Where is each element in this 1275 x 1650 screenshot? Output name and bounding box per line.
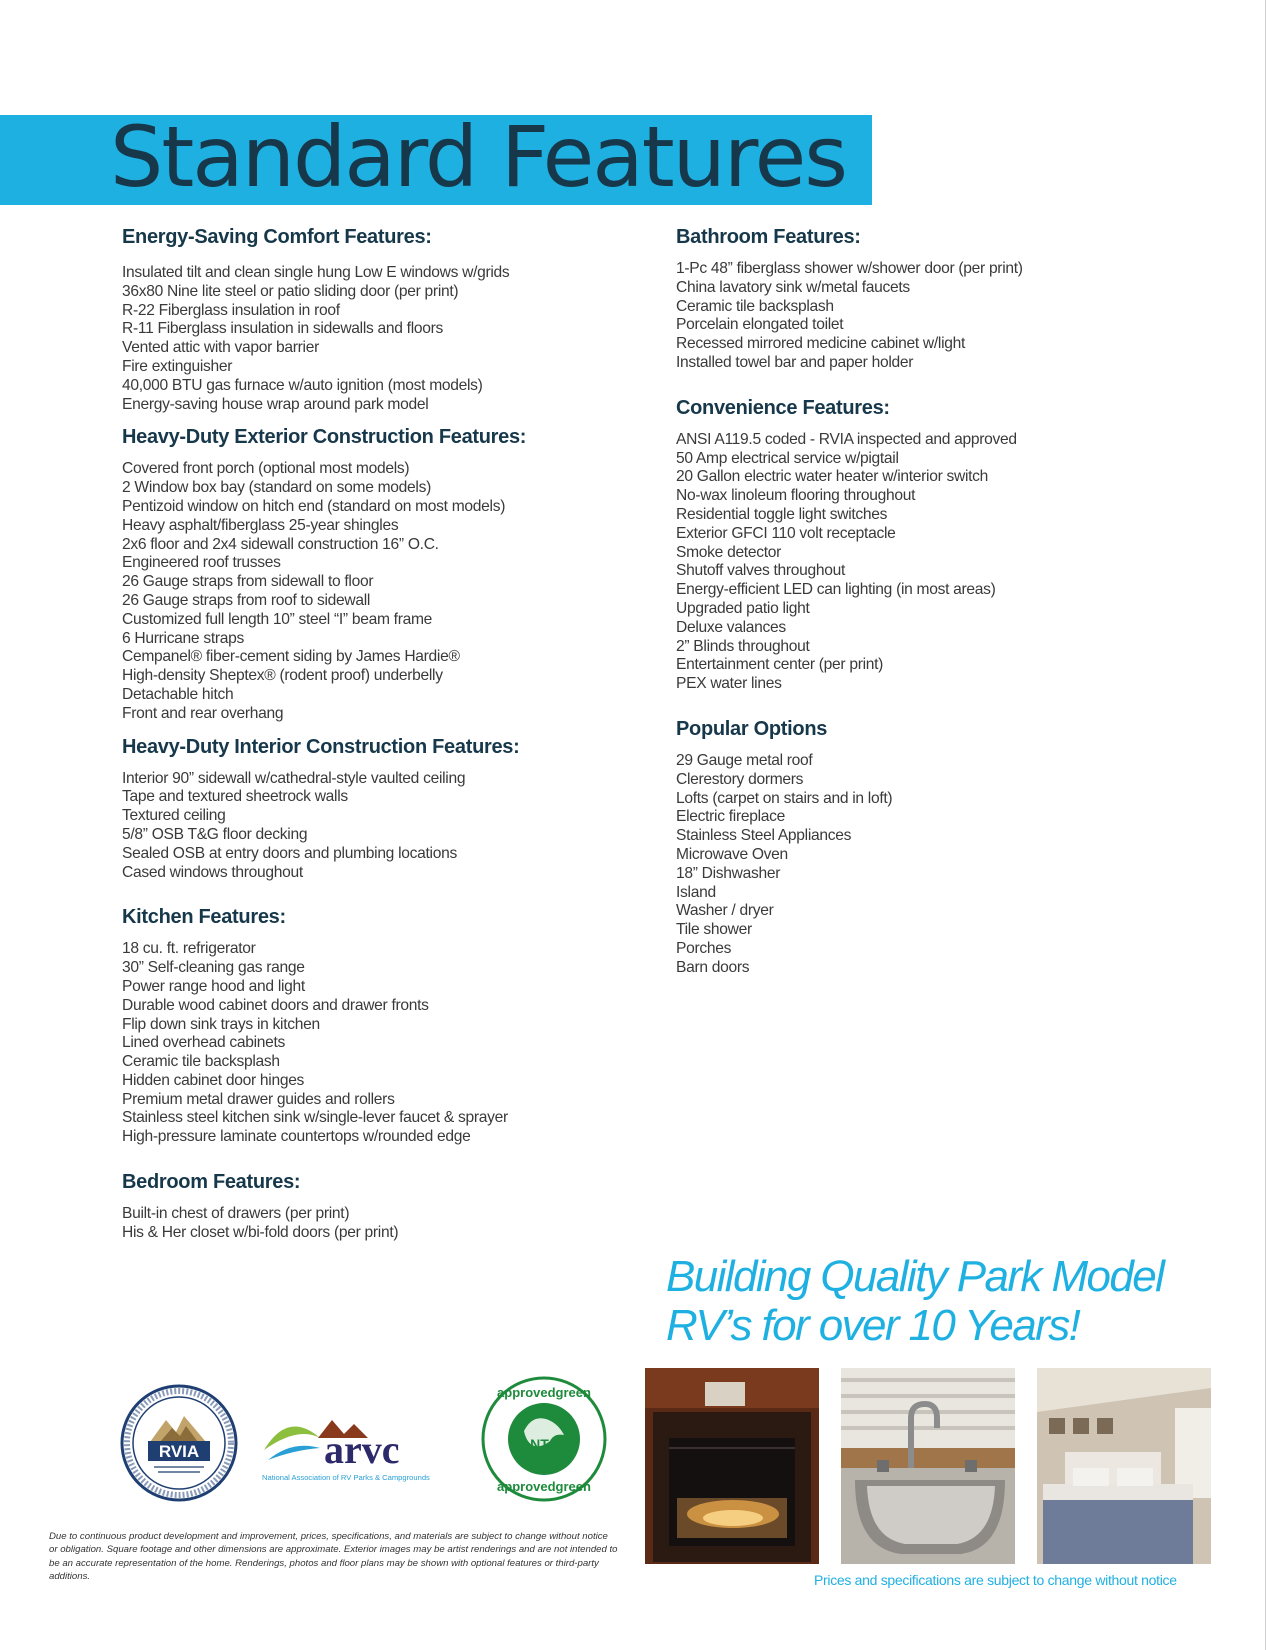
feature-item: 18” Dishwasher (676, 864, 781, 882)
feature-item: 26 Gauge straps from sidewall to floor (122, 573, 374, 591)
feature-item: 30” Self-cleaning gas range (122, 959, 305, 977)
feature-item: Pentizoid window on hitch end (standard on most models) (122, 497, 506, 515)
approved-green-ring-text-top: approvedgreen (497, 1385, 591, 1400)
approved-green-center-text: NTA (530, 1436, 558, 1452)
feature-item: R-11 Fiberglass insulation in sidewalls and floors (122, 320, 444, 338)
feature-item: Vented attic with vapor barrier (122, 339, 319, 357)
feature-item: Durable wood cabinet doors and drawer fronts (122, 996, 429, 1014)
feature-item: Recessed mirrored medicine cabinet w/light (676, 335, 966, 353)
feature-item: 50 Amp electrical service w/pigtail (676, 449, 899, 467)
tagline-line-2: RV’s for over 10 Years! (666, 1301, 1080, 1350)
feature-item: 2” Blinds throughout (676, 637, 810, 655)
section-heading: Heavy-Duty Interior Construction Features: (122, 735, 520, 758)
feature-item: Interior 90” sidewall w/cathedral-style vaulted ceiling (122, 769, 466, 787)
section-heading: Popular Options (676, 717, 828, 740)
feature-item: 18 cu. ft. refrigerator (122, 940, 256, 958)
feature-item: Heavy asphalt/fiberglass 25-year shingles (122, 516, 399, 534)
feature-item: Porcelain elongated toilet (676, 316, 844, 334)
feature-item: Stainless Steel Appliances (676, 827, 852, 845)
feature-item: Detachable hitch (122, 685, 234, 703)
feature-list (122, 1205, 642, 1243)
page-title: Standard Features (110, 108, 847, 206)
legal-disclaimer: Due to continuous product development and improvement, prices, specifications, and materials are subject to change without notice or obligation. Square footage and other dimensions are approximate. Exterior images may be artist renderings and are not intended to be an accurate representation of the home. Renderings, photos and floor plans may be shown with optional features or third-party additions. (49, 1531, 618, 1583)
interior-construction-section (122, 732, 642, 883)
feature-item: Textured ceiling (122, 807, 226, 825)
section-heading: Energy-Saving Comfort Features: (122, 226, 432, 248)
kitchen-section (122, 902, 642, 1147)
feature-item: Ceramic tile backsplash (122, 1053, 280, 1071)
rvia-seal-graphic (120, 1384, 238, 1502)
section-heading: Kitchen Features: (122, 906, 286, 929)
feature-item: 26 Gauge straps from roof to sidewall (122, 591, 371, 609)
feature-item: Entertainment center (per print) (676, 656, 884, 674)
feature-item: Lofts (carpet on stairs and in loft) (676, 789, 893, 807)
section-heading: Bathroom Features: (676, 226, 861, 248)
feature-list (122, 770, 642, 883)
feature-item: No-wax linoleum flooring throughout (676, 487, 916, 505)
feature-item: Stainless steel kitchen sink w/single-lever faucet & sprayer (122, 1109, 508, 1127)
page-edge-rule (1265, 0, 1266, 1650)
feature-item: Power range hood and light (122, 977, 305, 995)
feature-item: 2x6 floor and 2x4 sidewall construction 16” O.C. (122, 535, 439, 553)
feature-item: Washer / dryer (676, 902, 774, 920)
feature-item: 40,000 BTU gas furnace w/auto ignition (most models) (122, 376, 483, 394)
fireplace-photo (645, 1368, 819, 1564)
feature-item: Energy-efficient LED can lighting (in most areas) (676, 581, 996, 599)
feature-item: Covered front porch (optional most models) (122, 460, 410, 478)
feature-item: Flip down sink trays in kitchen (122, 1015, 320, 1033)
feature-item: Sealed OSB at entry doors and plumbing locations (122, 844, 457, 862)
feature-list (676, 752, 1236, 978)
arvc-logo-graphic (258, 1408, 438, 1488)
feature-item: Built-in chest of drawers (per print) (122, 1205, 350, 1223)
tagline (666, 1252, 1163, 1350)
exterior-construction-section (122, 422, 642, 723)
kitchen-sink-photo-graphic (841, 1368, 1015, 1564)
feature-item: Front and rear overhang (122, 704, 284, 722)
feature-item: Exterior GFCI 110 volt receptacle (676, 524, 896, 542)
right-feature-column (676, 222, 1236, 978)
feature-item: Ceramic tile backsplash (676, 297, 834, 315)
feature-item: Cased windows throughout (122, 863, 303, 881)
feature-list (122, 940, 642, 1147)
feature-item: Hidden cabinet door hinges (122, 1071, 305, 1089)
feature-item: R-22 Fiberglass insulation in roof (122, 301, 340, 319)
kitchen-sink-photo (841, 1368, 1015, 1564)
popular-options-section (676, 714, 1236, 978)
feature-list (122, 460, 642, 723)
feature-item: 29 Gauge metal roof (676, 751, 813, 769)
feature-item: 6 Hurricane straps (122, 629, 244, 647)
feature-item: Porches (676, 939, 732, 957)
feature-item: Engineered roof trusses (122, 554, 281, 572)
pricing-footnote: Prices and specifications are subject to change without notice (814, 1572, 1177, 1588)
rvia-seal-logo (120, 1384, 238, 1502)
feature-item: Microwave Oven (676, 845, 788, 863)
title-banner (0, 108, 872, 206)
arvc-subtitle: National Association of RV Parks & Campgrounds (262, 1473, 430, 1482)
arvc-wordmark: arvc (324, 1427, 400, 1472)
fireplace-photo-graphic (645, 1368, 819, 1564)
section-heading: Heavy-Duty Exterior Construction Features: (122, 426, 527, 449)
feature-list (676, 260, 1236, 373)
feature-item: Barn doors (676, 958, 750, 976)
feature-item: High-pressure laminate countertops w/rounded edge (122, 1128, 471, 1146)
feature-item: Energy-saving house wrap around park model (122, 395, 429, 413)
convenience-section (676, 393, 1236, 694)
feature-item: Insulated tilt and clean single hung Low E windows w/grids (122, 264, 510, 281)
feature-item: 5/8” OSB T&G floor decking (122, 825, 308, 843)
tagline-line-1: Building Quality Park Model (666, 1252, 1164, 1301)
arvc-logo (258, 1408, 438, 1488)
feature-item: Lined overhead cabinets (122, 1034, 286, 1052)
approved-green-logo (480, 1375, 608, 1503)
bedroom-photo (1037, 1368, 1211, 1564)
feature-item: Island (676, 883, 716, 901)
feature-item: Tape and textured sheetrock walls (122, 788, 348, 806)
energy-saving-section (122, 222, 642, 414)
feature-item: 2 Window box bay (standard on some models) (122, 479, 431, 497)
feature-item: High-density Sheptex® (rodent proof) underbelly (122, 667, 443, 685)
feature-item: Cempanel® fiber-cement siding by James Hardie® (122, 648, 460, 666)
feature-item: 1-Pc 48” fiberglass shower w/shower door (per print) (676, 260, 1023, 277)
bathroom-section (676, 222, 1236, 373)
left-feature-column (122, 222, 642, 1243)
approved-green-ring-text-bottom: approvedgreen (497, 1479, 591, 1494)
feature-item: Deluxe valances (676, 618, 786, 636)
rvia-seal-text: RVIA (158, 1442, 200, 1461)
feature-list (676, 431, 1236, 694)
feature-item: Tile shower (676, 921, 752, 939)
feature-item: Residential toggle light switches (676, 505, 888, 523)
feature-item: ANSI A119.5 coded - RVIA inspected and approved (676, 430, 1017, 448)
feature-list (122, 264, 642, 414)
feature-item: His & Her closet w/bi-fold doors (per print) (122, 1223, 399, 1241)
feature-item: Shutoff valves throughout (676, 562, 846, 580)
bedroom-section (122, 1167, 642, 1243)
feature-item: Premium metal drawer guides and rollers (122, 1090, 395, 1108)
feature-item: Customized full length 10” steel “I” beam frame (122, 610, 433, 628)
bedroom-photo-graphic (1037, 1368, 1211, 1564)
feature-item: 36x80 Nine lite steel or patio sliding door (per print) (122, 282, 459, 300)
feature-item: China lavatory sink w/metal faucets (676, 278, 910, 296)
feature-item: Fire extinguisher (122, 357, 233, 375)
feature-item: PEX water lines (676, 675, 782, 693)
feature-item: Installed towel bar and paper holder (676, 353, 914, 371)
feature-item: 20 Gallon electric water heater w/interior switch (676, 468, 989, 486)
section-heading: Bedroom Features: (122, 1171, 301, 1194)
section-heading: Convenience Features: (676, 396, 890, 419)
feature-item: Electric fireplace (676, 808, 785, 826)
feature-item: Upgraded patio light (676, 599, 810, 617)
feature-item: Smoke detector (676, 543, 782, 561)
approved-green-graphic (480, 1375, 608, 1503)
feature-item: Clerestory dormers (676, 770, 804, 788)
